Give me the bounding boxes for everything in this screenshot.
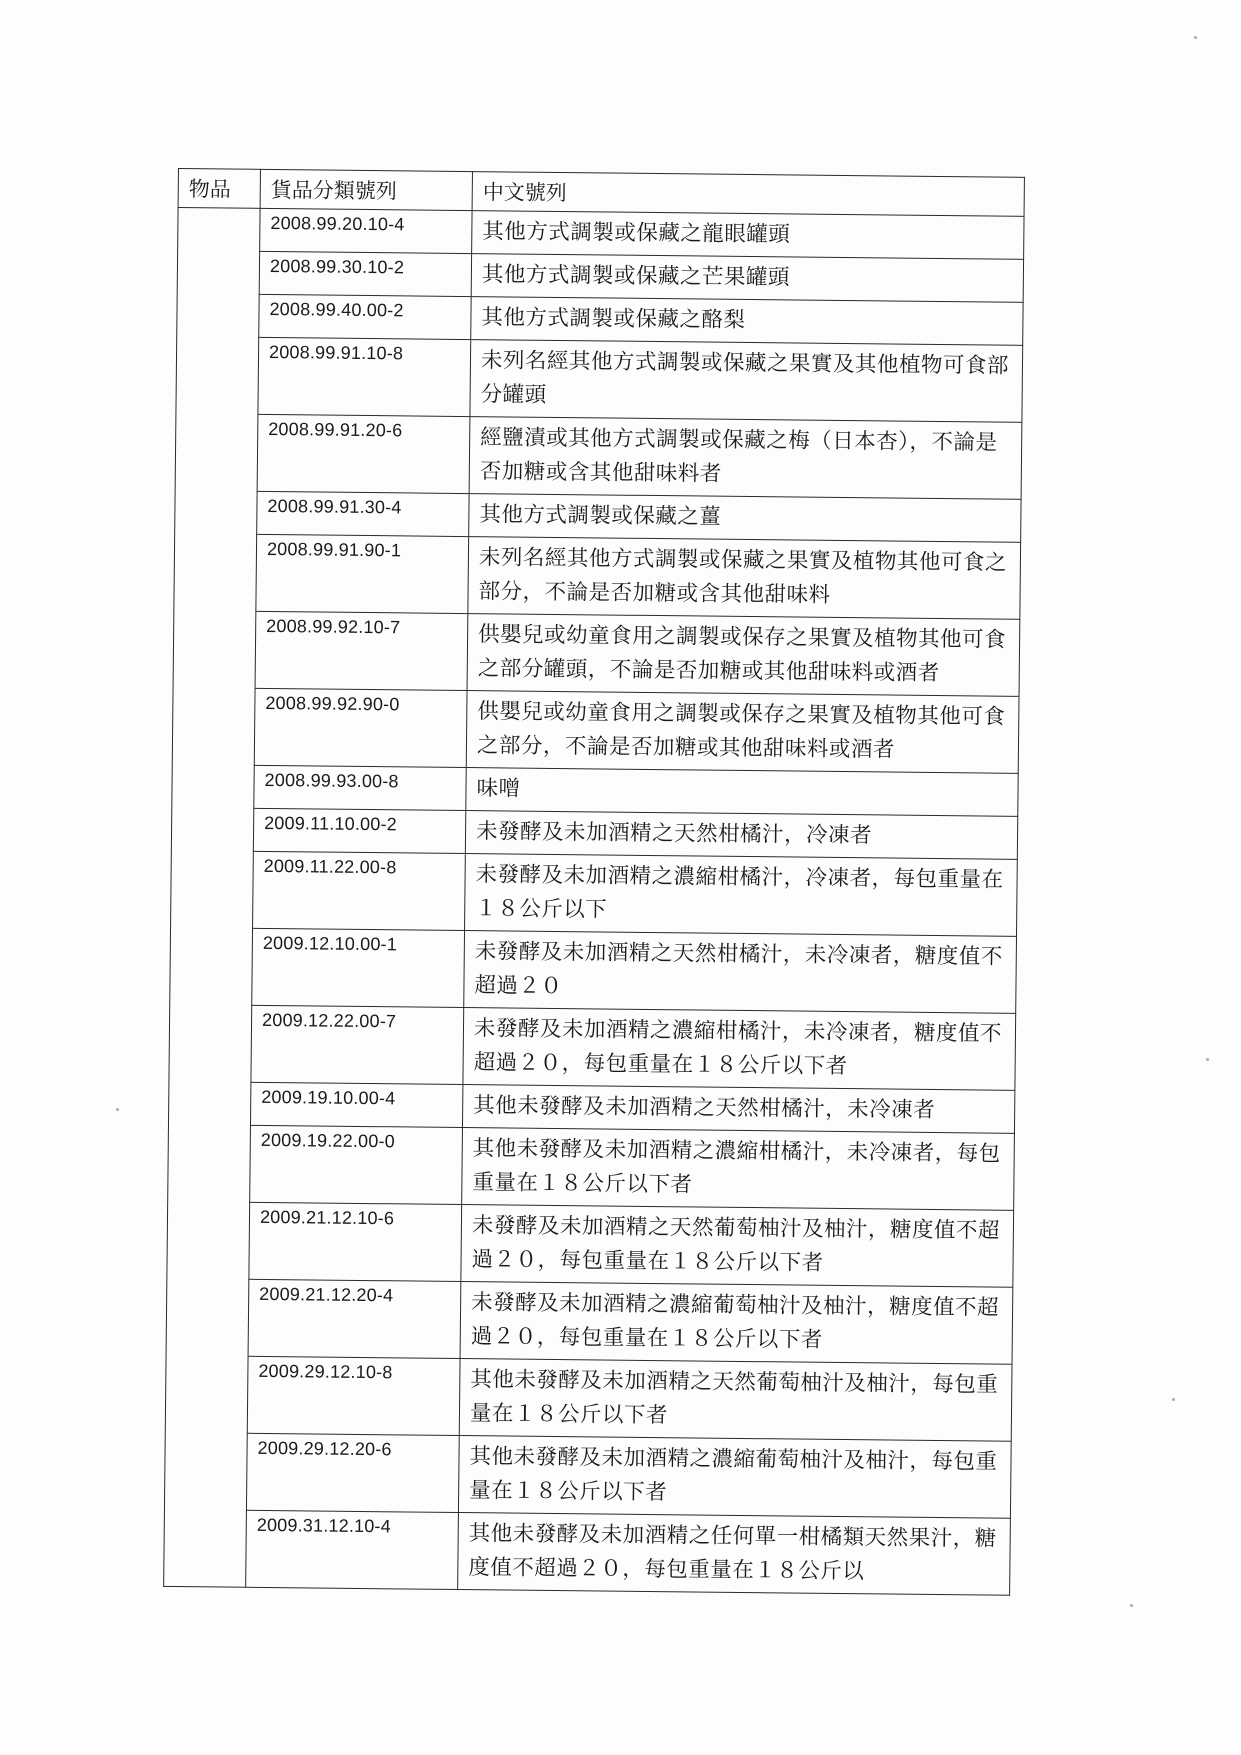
table-row <box>175 413 1022 499</box>
item-cell <box>164 208 260 1588</box>
chinese-description-cell: 其他未發酵及未加酒精之濃縮葡萄柚汁及柚汁，每包重量在１８公斤以下者 <box>458 1436 1011 1519</box>
tariff-code-cell: 2008.99.40.00-2 <box>259 294 471 339</box>
table-row <box>164 1509 1011 1595</box>
table-row <box>165 1355 1012 1441</box>
tariff-code-cell: 2009.19.10.00-4 <box>250 1082 462 1127</box>
table-row <box>172 687 1019 773</box>
table-row <box>168 1124 1015 1210</box>
chinese-description-cell: 其他未發酵及未加酒精之天然柑橘汁，未冷凍者 <box>462 1085 1014 1134</box>
chinese-description-cell: 未發酵及未加酒精之天然柑橘汁，未冷凍者，糖度值不超過２０ <box>464 931 1017 1014</box>
tariff-code-cell: 2009.12.22.00-7 <box>251 1005 464 1084</box>
table-row <box>174 533 1021 619</box>
header-code: 貨品分類號列 <box>260 169 472 210</box>
table-row <box>171 850 1018 936</box>
scan-speck <box>1172 1398 1175 1401</box>
table-row <box>170 927 1017 1013</box>
tariff-code-cell: 2008.99.91.90-1 <box>256 534 469 613</box>
table-row <box>164 1432 1011 1518</box>
chinese-description-cell: 其他方式調製或保藏之薑 <box>469 494 1021 543</box>
header-chinese: 中文號列 <box>472 172 1024 217</box>
tariff-code-cell: 2009.31.12.10-4 <box>246 1510 459 1589</box>
tariff-code-cell: 2008.99.92.90-0 <box>254 688 467 767</box>
chinese-description-cell: 供嬰兒或幼童食用之調製或保存之果實及植物其他可食之部分罐頭，不論是否加糖或其他甜味料或酒者 <box>467 614 1020 697</box>
scan-speck <box>116 1108 119 1111</box>
chinese-description-cell: 未列名經其他方式調製或保藏之果實及植物其他可食之部分，不論是否加糖或含其他甜味料 <box>468 537 1021 620</box>
tariff-code-cell: 2009.21.12.10-6 <box>249 1202 462 1281</box>
tariff-code-cell: 2008.99.91.30-4 <box>257 491 469 536</box>
chinese-description-cell: 經鹽漬或其他方式調製或保藏之梅（日本杏），不論是否加糖或含其他甜味料者 <box>469 417 1022 500</box>
tariff-code-cell: 2008.99.30.10-2 <box>259 251 471 296</box>
chinese-description-cell: 其他方式調製或保藏之龍眼罐頭 <box>472 211 1024 260</box>
scan-speck <box>1206 1058 1209 1061</box>
chinese-description-cell: 其他未發酵及未加酒精之濃縮柑橘汁，未冷凍者，每包重量在１８公斤以下者 <box>462 1128 1015 1211</box>
scan-speck <box>1194 36 1197 39</box>
tariff-code-cell: 2009.11.10.00-2 <box>253 808 465 853</box>
table-row <box>167 1201 1014 1287</box>
header-item: 物品 <box>178 169 260 209</box>
chinese-description-cell: 未發酵及未加酒精之濃縮柑橘汁，冷凍者，每包重量在１８公斤以下 <box>465 854 1018 937</box>
table-row <box>169 1004 1016 1090</box>
tariff-code-cell: 2008.99.91.10-8 <box>258 337 471 416</box>
scan-speck <box>1130 1604 1133 1607</box>
chinese-description-cell: 其他未發酵及未加酒精之天然葡萄柚汁及柚汁，每包重量在１８公斤以下者 <box>459 1359 1012 1442</box>
chinese-description-cell: 其他方式調製或保藏之芒果罐頭 <box>471 254 1023 303</box>
tariff-code-cell: 2008.99.91.20-6 <box>257 414 470 493</box>
chinese-description-cell: 味噌 <box>466 768 1018 817</box>
tariff-code-cell: 2009.29.12.20-6 <box>246 1433 459 1512</box>
tariff-table <box>163 168 1025 1596</box>
tariff-code-cell: 2008.99.92.10-7 <box>255 611 468 690</box>
table-body <box>164 208 1024 1596</box>
chinese-description-cell: 其他方式調製或保藏之酪梨 <box>471 297 1023 346</box>
tariff-code-cell: 2009.21.12.20-4 <box>248 1279 461 1358</box>
tariff-code-cell: 2008.99.20.10-4 <box>260 208 472 253</box>
chinese-description-cell: 未發酵及未加酒精之濃縮柑橘汁，未冷凍者，糖度值不超過２０，每包重量在１８公斤以下者 <box>463 1008 1016 1091</box>
tariff-code-cell: 2009.29.12.10-8 <box>247 1356 460 1435</box>
chinese-description-cell: 未列名經其他方式調製或保藏之果實及其他植物可食部分罐頭 <box>470 340 1023 423</box>
chinese-description-cell: 未發酵及未加酒精之天然柑橘汁，冷凍者 <box>465 811 1017 860</box>
tariff-code-cell: 2009.19.22.00-0 <box>250 1125 463 1204</box>
table-row <box>176 336 1023 422</box>
tariff-code-cell: 2008.99.93.00-8 <box>254 765 466 810</box>
chinese-description-cell: 未發酵及未加酒精之濃縮葡萄柚汁及柚汁，糖度值不超過２０，每包重量在１８公斤以下者 <box>460 1282 1013 1365</box>
chinese-description-cell: 供嬰兒或幼童食用之調製或保存之果實及植物其他可食之部分，不論是否加糖或其他甜味料或酒者 <box>466 691 1019 774</box>
chinese-description-cell: 未發酵及未加酒精之天然葡萄柚汁及柚汁，糖度值不超過２０，每包重量在１８公斤以下者 <box>461 1205 1014 1288</box>
table-row <box>173 610 1020 696</box>
tariff-code-cell: 2009.11.22.00-8 <box>253 851 466 930</box>
tariff-code-cell: 2009.12.10.00-1 <box>252 928 465 1007</box>
chinese-description-cell: 其他未發酵及未加酒精之任何單一柑橘類天然果汁，糖度值不超過２０，每包重量在１８公斤以 <box>458 1513 1011 1596</box>
table-row <box>166 1278 1013 1364</box>
